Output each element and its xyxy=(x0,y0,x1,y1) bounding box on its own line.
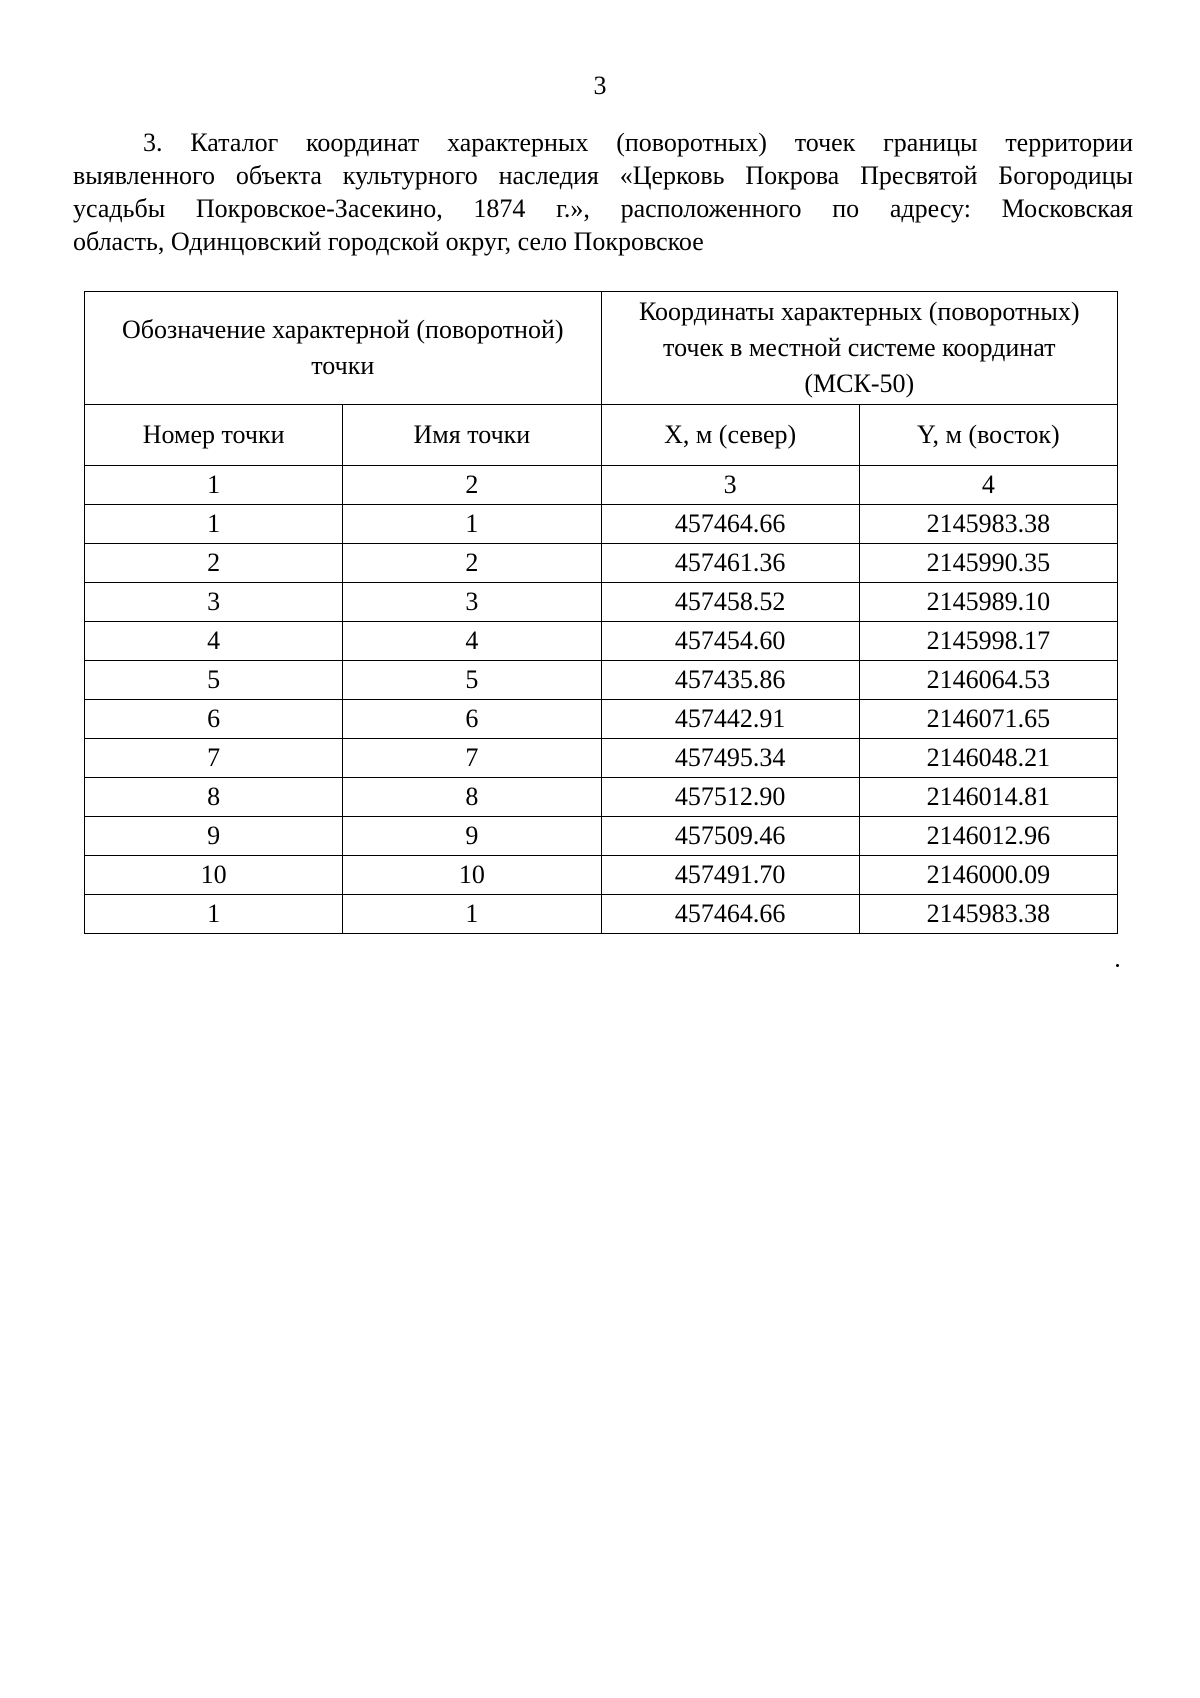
table-row xyxy=(85,700,1118,739)
cell-point-number: 6 xyxy=(85,700,343,739)
page-number: 3 xyxy=(593,71,607,100)
table-row xyxy=(85,505,1118,544)
cell-point-number: 5 xyxy=(85,661,343,700)
intro-line: область, Одинцовский городской округ, село Покровское xyxy=(73,227,704,256)
column-index: 4 xyxy=(859,466,1117,505)
cell-x: 457458.52 xyxy=(601,583,859,622)
cell-point-name: 9 xyxy=(343,817,601,856)
table-row xyxy=(85,856,1118,895)
cell-point-name: 3 xyxy=(343,583,601,622)
column-index: 3 xyxy=(601,466,859,505)
table-column-index-row xyxy=(85,466,1118,505)
cell-point-name: 1 xyxy=(343,895,601,934)
cell-y: 2146064.53 xyxy=(859,661,1117,700)
cell-x: 457464.66 xyxy=(601,505,859,544)
header-x-north: X, м (север) xyxy=(601,405,859,466)
cell-x: 457461.36 xyxy=(601,544,859,583)
cell-point-number: 2 xyxy=(85,544,343,583)
cell-point-number: 8 xyxy=(85,778,343,817)
cell-point-number: 10 xyxy=(85,856,343,895)
cell-y: 2146048.21 xyxy=(859,739,1117,778)
trailing-dot-mark xyxy=(1116,964,1119,967)
table-row xyxy=(85,817,1118,856)
cell-x: 457491.70 xyxy=(601,856,859,895)
header-y-east: Y, м (восток) xyxy=(859,405,1117,466)
cell-x: 457464.66 xyxy=(601,895,859,934)
cell-x: 457512.90 xyxy=(601,778,859,817)
cell-y: 2145983.38 xyxy=(859,895,1117,934)
cell-point-name: 5 xyxy=(343,661,601,700)
intro-line: выявленного объекта культурного наследия «Церковь Покрова Пресвятой Богородицы xyxy=(73,161,1133,190)
table-row xyxy=(85,544,1118,583)
cell-point-name: 10 xyxy=(343,856,601,895)
cell-x: 457435.86 xyxy=(601,661,859,700)
cell-point-name: 1 xyxy=(343,505,601,544)
header-point-number: Номер точки xyxy=(85,405,343,466)
intro-line: усадьбы Покровское-Засекино, 1874 г.», расположенного по адресу: Московская xyxy=(73,194,1133,223)
intro-paragraph xyxy=(73,126,1133,258)
cell-y: 2146012.96 xyxy=(859,817,1117,856)
table-header-row xyxy=(85,405,1118,466)
table-row xyxy=(85,778,1118,817)
cell-x: 457442.91 xyxy=(601,700,859,739)
table-row xyxy=(85,622,1118,661)
cell-point-number: 7 xyxy=(85,739,343,778)
cell-point-name: 4 xyxy=(343,622,601,661)
cell-point-number: 3 xyxy=(85,583,343,622)
column-index: 2 xyxy=(343,466,601,505)
cell-y: 2145990.35 xyxy=(859,544,1117,583)
intro-line: 3. Каталог координат характерных (поворотных) точек границы территории xyxy=(143,128,1133,157)
cell-y: 2145998.17 xyxy=(859,622,1117,661)
cell-point-name: 6 xyxy=(343,700,601,739)
cell-point-name: 8 xyxy=(343,778,601,817)
table-row xyxy=(85,583,1118,622)
table-row xyxy=(85,739,1118,778)
cell-x: 457454.60 xyxy=(601,622,859,661)
table-header-group-row xyxy=(85,292,1118,405)
cell-point-name: 2 xyxy=(343,544,601,583)
table-row xyxy=(85,661,1118,700)
cell-x: 457495.34 xyxy=(601,739,859,778)
header-point-designation: Обозначение характерной (поворотной) точки xyxy=(85,292,602,405)
table-row xyxy=(85,895,1118,934)
cell-y: 2145983.38 xyxy=(859,505,1117,544)
cell-y: 2146000.09 xyxy=(859,856,1117,895)
cell-point-number: 9 xyxy=(85,817,343,856)
column-index: 1 xyxy=(85,466,343,505)
cell-point-number: 1 xyxy=(85,505,343,544)
cell-y: 2146014.81 xyxy=(859,778,1117,817)
header-coordinates: Координаты характерных (поворотных) точек в местной системе координат (МСК-50) xyxy=(601,292,1118,405)
cell-y: 2145989.10 xyxy=(859,583,1117,622)
cell-x: 457509.46 xyxy=(601,817,859,856)
cell-y: 2146071.65 xyxy=(859,700,1117,739)
header-point-name: Имя точки xyxy=(343,405,601,466)
cell-point-number: 1 xyxy=(85,895,343,934)
cell-point-name: 7 xyxy=(343,739,601,778)
coordinates-table xyxy=(84,291,1118,934)
cell-point-number: 4 xyxy=(85,622,343,661)
